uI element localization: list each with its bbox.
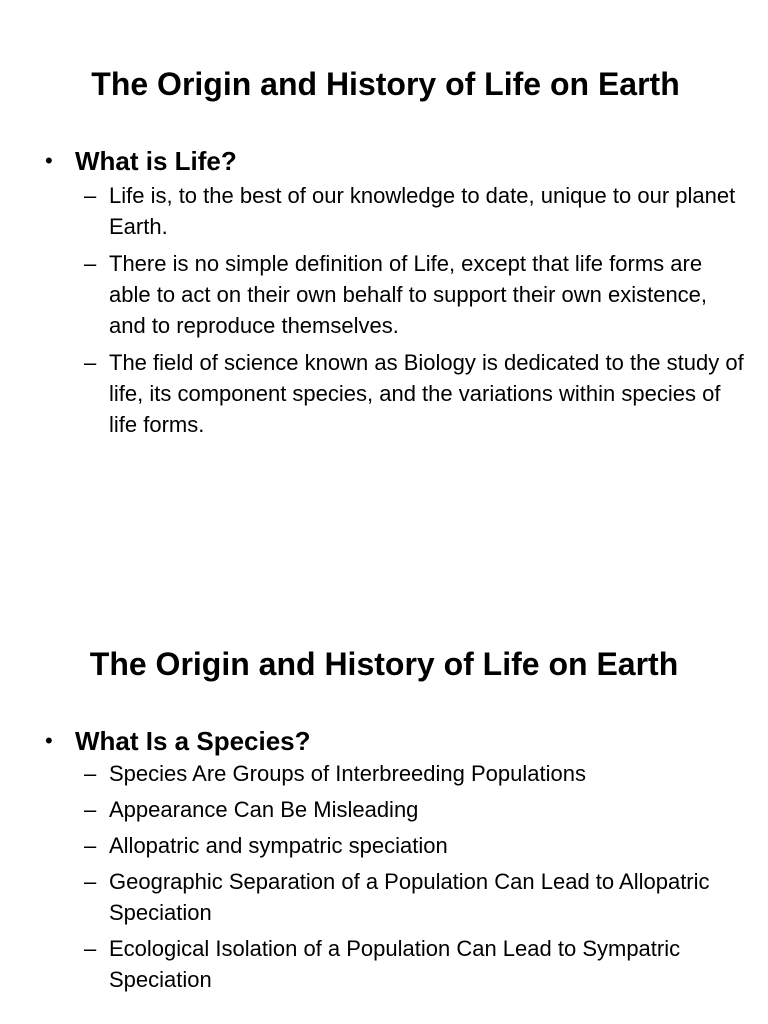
dash-icon: – <box>84 833 97 858</box>
sub-bullet-list <box>0 180 768 440</box>
slide-title: The Origin and History of Life on Earth <box>89 646 679 682</box>
dash-icon: – <box>84 869 97 894</box>
bullet-heading-text: What Is a Species? <box>75 726 311 756</box>
sub-bullet-text: Allopatric and sympatric speciation <box>109 833 448 858</box>
slide-2 <box>0 638 768 1000</box>
sub-bullet-item <box>0 347 768 440</box>
sub-bullet-list <box>0 758 768 995</box>
slide-1 <box>0 58 768 446</box>
dash-icon: – <box>84 761 97 786</box>
sub-bullet-text: Life is, to the best of our knowledge to date, unique to our planet Earth. <box>109 183 736 239</box>
bullet-heading <box>0 722 768 760</box>
sub-bullet-text: Ecological Isolation of a Population Can Lead to Sympatric Speciation <box>109 936 681 992</box>
dash-icon: – <box>84 183 97 208</box>
sub-bullet-item <box>0 180 768 242</box>
sub-bullet-item <box>0 933 768 995</box>
bullet-icon: • <box>45 728 53 753</box>
sub-bullet-item <box>0 758 768 789</box>
bullet-heading <box>0 142 768 180</box>
dash-icon: – <box>84 350 97 375</box>
sub-bullet-item <box>0 866 768 928</box>
dash-icon: – <box>84 251 97 276</box>
slide-title: The Origin and History of Life on Earth <box>91 66 680 102</box>
sub-bullet-text: There is no simple definition of Life, except that life forms are able to act on their own behalf to support their own existence, and to reproduce themselves. <box>109 251 708 338</box>
sub-bullet-text: The field of science known as Biology is dedicated to the study of life, its component species, and the variations within species of life forms. <box>109 350 744 437</box>
bullet-icon: • <box>45 148 53 173</box>
sub-bullet-text: Appearance Can Be Misleading <box>109 797 419 822</box>
sub-bullet-item <box>0 248 768 341</box>
sub-bullet-item <box>0 830 768 861</box>
sub-bullet-item <box>0 794 768 825</box>
sub-bullet-text: Species Are Groups of Interbreeding Populations <box>109 761 586 786</box>
dash-icon: – <box>84 936 97 961</box>
bullet-heading-text: What is Life? <box>75 146 237 176</box>
sub-bullet-text: Geographic Separation of a Population Can Lead to Allopatric Speciation <box>109 869 710 925</box>
dash-icon: – <box>84 797 97 822</box>
